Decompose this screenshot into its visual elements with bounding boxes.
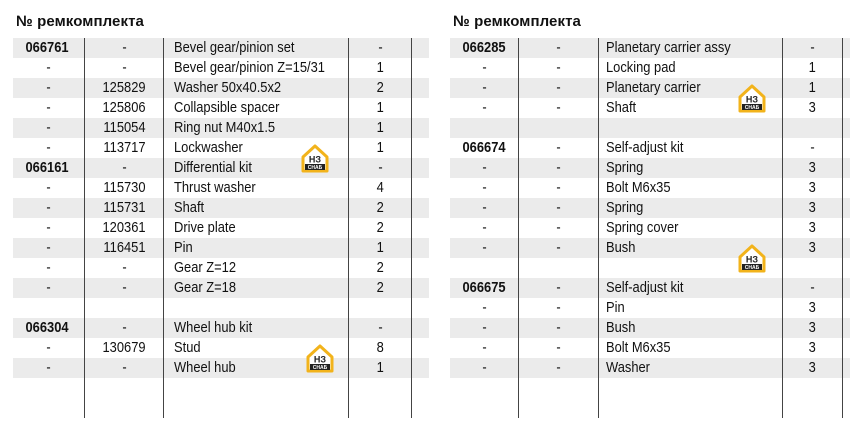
quantity-cell: 1 [808, 79, 816, 96]
quantity-cell: 1 [808, 59, 816, 76]
svg-text:НЗ: НЗ [313, 354, 327, 365]
parts-table [450, 38, 850, 398]
table-row [450, 358, 850, 378]
kit-number-cell [450, 378, 518, 398]
description-cell: Differential kit [174, 159, 252, 176]
kit-number-cell: - [46, 239, 51, 256]
house-logo-icon [305, 343, 335, 373]
table-row [450, 338, 850, 358]
description-cell [598, 118, 782, 138]
table-row [450, 78, 850, 98]
description-cell: Gear Z=12 [174, 259, 237, 276]
quantity-cell: 1 [376, 239, 385, 256]
part-number-cell: - [555, 99, 561, 116]
part-number-cell: 130679 [102, 339, 146, 356]
kit-number-cell: - [481, 319, 487, 336]
part-number-cell [518, 258, 598, 278]
part-number-cell: 116451 [102, 239, 146, 256]
svg-text:НЗ: НЗ [745, 254, 759, 265]
kit-number-cell: - [46, 279, 51, 296]
kit-number-cell: - [481, 219, 487, 236]
part-number-cell: - [555, 39, 561, 56]
part-number-cell: - [121, 159, 127, 176]
table-row [450, 178, 850, 198]
kit-number-cell: - [46, 199, 51, 216]
part-number-cell: - [555, 59, 561, 76]
table-row [450, 198, 850, 218]
kit-number-cell: - [481, 199, 487, 216]
description-cell: Bolt M6x35 [606, 339, 671, 356]
kit-number-cell: - [481, 359, 487, 376]
quantity-cell: - [809, 139, 815, 156]
quantity-cell [349, 298, 412, 318]
description-cell: Spring [606, 159, 644, 176]
quantity-cell: 2 [376, 279, 385, 296]
kit-number-cell: - [46, 259, 51, 276]
table-row [450, 138, 850, 158]
quantity-cell: 2 [376, 259, 385, 276]
part-number-cell: - [555, 239, 561, 256]
part-number-cell: 125829 [102, 79, 146, 96]
table-row [13, 258, 429, 278]
quantity-cell: 2 [376, 199, 385, 216]
description-cell [598, 378, 782, 398]
part-number-cell: - [555, 339, 561, 356]
kit-number-cell: - [481, 59, 487, 76]
part-number-cell: - [121, 39, 127, 56]
svg-text:СНАБ: СНАБ [312, 365, 328, 371]
quantity-cell: 3 [808, 219, 816, 236]
table-row [450, 38, 850, 58]
quantity-cell: 3 [808, 299, 816, 316]
part-number-cell: - [555, 79, 561, 96]
kit-number-cell [450, 118, 518, 138]
kit-number-cell: - [481, 299, 487, 316]
part-number-cell: - [555, 179, 561, 196]
quantity-cell: 1 [376, 119, 385, 136]
part-number-cell: - [555, 359, 561, 376]
quantity-cell: 2 [376, 79, 385, 96]
description-cell: Stud [174, 339, 201, 356]
kit-number-cell: - [46, 359, 51, 376]
kit-number-cell [450, 258, 518, 278]
kit-number-cell: - [481, 239, 487, 256]
table-row [13, 118, 429, 138]
part-number-cell [518, 378, 598, 398]
part-number-cell: - [121, 279, 127, 296]
part-number-cell: - [555, 139, 561, 156]
kit-number-cell [13, 378, 84, 398]
description-cell: Wheel hub [174, 359, 236, 376]
table-row [450, 298, 850, 318]
description-cell: Self-adjust kit [606, 279, 684, 296]
part-number-cell: - [555, 279, 561, 296]
part-number-cell: 115054 [102, 119, 146, 136]
description-cell: Spring [606, 199, 644, 216]
quantity-cell: - [809, 39, 815, 56]
part-number-cell: 125806 [102, 99, 146, 116]
column-divider [163, 38, 164, 418]
description-cell: Shaft [606, 99, 637, 116]
part-number-cell [84, 378, 164, 398]
house-logo-icon [300, 143, 330, 173]
table-row [450, 318, 850, 338]
svg-text:СНАБ: СНАБ [307, 165, 323, 171]
column-divider [598, 38, 599, 418]
panel-title: № ремкомплекта [16, 13, 144, 30]
table-row [13, 158, 429, 178]
description-cell: Drive plate [174, 219, 236, 236]
description-cell [164, 298, 349, 318]
table-row [450, 238, 850, 258]
part-number-cell: - [555, 219, 561, 236]
table-row [13, 278, 429, 298]
description-cell: Collapsible spacer [174, 99, 280, 116]
quantity-cell: 3 [808, 359, 816, 376]
table-row [13, 198, 429, 218]
description-cell: Gear Z=18 [174, 279, 237, 296]
table-row [13, 318, 429, 338]
column-divider [782, 38, 783, 418]
kit-number-cell: 066761 [25, 39, 69, 56]
table-row [450, 58, 850, 78]
quantity-cell: - [378, 319, 383, 336]
kit-number-cell: - [481, 99, 487, 116]
svg-text:НЗ: НЗ [745, 94, 759, 105]
part-number-cell: - [555, 319, 561, 336]
description-cell: Wheel hub kit [174, 319, 253, 336]
table-row [13, 218, 429, 238]
description-cell: Bush [606, 239, 636, 256]
kit-number-cell: - [46, 59, 51, 76]
part-number-cell: - [121, 259, 127, 276]
description-cell: Bevel gear/pinion Z=15/31 [174, 59, 325, 76]
kit-number-cell: - [46, 99, 51, 116]
kit-number-cell: - [46, 79, 51, 96]
quantity-cell: 3 [808, 199, 816, 216]
part-number-cell: - [121, 59, 127, 76]
quantity-cell: 3 [808, 159, 816, 176]
kit-number-cell: - [46, 139, 51, 156]
table-row [13, 378, 429, 398]
description-cell: Pin [174, 239, 193, 256]
quantity-cell: 8 [376, 339, 385, 356]
quantity-cell: 2 [376, 219, 385, 236]
table-row [13, 358, 429, 378]
table-row [13, 58, 429, 78]
part-number-cell [84, 298, 164, 318]
quantity-cell [349, 378, 412, 398]
description-cell: Bevel gear/pinion set [174, 39, 295, 56]
part-number-cell: 113717 [102, 139, 146, 156]
quantity-cell [782, 258, 842, 278]
description-cell: Bolt M6x35 [606, 179, 671, 196]
kit-number-cell: 066304 [25, 319, 69, 336]
kit-number-cell: - [481, 179, 487, 196]
kit-number-cell: - [46, 339, 51, 356]
svg-text:НЗ: НЗ [308, 154, 322, 165]
quantity-cell: 3 [808, 99, 816, 116]
kit-number-cell: - [481, 159, 487, 176]
description-cell: Locking pad [606, 59, 676, 76]
part-number-cell [518, 118, 598, 138]
description-cell: Thrust washer [174, 179, 256, 196]
table-row [450, 118, 850, 138]
quantity-cell: 3 [808, 339, 816, 356]
part-number-cell: - [121, 319, 127, 336]
house-logo-icon [737, 243, 767, 273]
quantity-cell [782, 378, 842, 398]
kit-number-cell [13, 298, 84, 318]
quantity-cell: 3 [808, 239, 816, 256]
kit-number-cell: - [481, 339, 487, 356]
column-divider [518, 38, 519, 418]
quantity-cell: 1 [376, 99, 385, 116]
quantity-cell: - [378, 39, 383, 56]
kit-number-cell: 066674 [462, 139, 506, 156]
kit-number-cell: - [46, 219, 51, 236]
table-row [13, 298, 429, 318]
description-cell: Planetary carrier assy [606, 39, 731, 56]
kit-number-cell: - [46, 119, 51, 136]
description-cell: Lockwasher [174, 139, 243, 156]
description-cell: Pin [606, 299, 625, 316]
description-cell: Washer [606, 359, 650, 376]
column-divider [84, 38, 85, 418]
column-divider [411, 38, 412, 418]
kit-number-cell: 066675 [462, 279, 506, 296]
panel-title: № ремкомплекта [453, 13, 581, 30]
part-number-cell: - [121, 359, 127, 376]
kit-number-cell: - [46, 179, 51, 196]
quantity-cell: 3 [808, 179, 816, 196]
part-number-cell: - [555, 199, 561, 216]
part-number-cell: 115731 [102, 199, 146, 216]
quantity-cell: 3 [808, 319, 816, 336]
table-row [450, 98, 850, 118]
quantity-cell: - [378, 159, 383, 176]
table-row [13, 78, 429, 98]
column-divider [842, 38, 843, 418]
description-cell: Shaft [174, 199, 205, 216]
description-cell: Self-adjust kit [606, 139, 684, 156]
table-row [450, 378, 850, 398]
table-row [13, 38, 429, 58]
kit-number-cell: 066285 [462, 39, 506, 56]
table-row [13, 338, 429, 358]
svg-text:СНАБ: СНАБ [744, 105, 760, 111]
table-row [450, 258, 850, 278]
kit-number-cell: 066161 [25, 159, 69, 176]
table-row [13, 238, 429, 258]
description-cell: Spring cover [606, 219, 679, 236]
description-cell [164, 378, 349, 398]
parts-table [13, 38, 429, 398]
description-cell: Washer 50x40.5x2 [174, 79, 282, 96]
table-row [13, 138, 429, 158]
quantity-cell: 1 [376, 59, 385, 76]
quantity-cell: 1 [376, 139, 385, 156]
table-row [450, 158, 850, 178]
kit-number-cell: - [481, 79, 487, 96]
description-cell: Ring nut M40x1.5 [174, 119, 276, 136]
house-logo-icon [737, 83, 767, 113]
quantity-cell: 1 [376, 359, 385, 376]
column-divider [348, 38, 349, 418]
table-row [450, 278, 850, 298]
table-row [450, 218, 850, 238]
quantity-cell [782, 118, 842, 138]
quantity-cell: 4 [376, 179, 385, 196]
part-number-cell: 120361 [102, 219, 146, 236]
part-number-cell: - [555, 299, 561, 316]
svg-text:СНАБ: СНАБ [744, 265, 760, 271]
table-row [13, 178, 429, 198]
part-number-cell: 115730 [102, 179, 146, 196]
description-cell: Planetary carrier [606, 79, 701, 96]
table-row [13, 98, 429, 118]
part-number-cell: - [555, 159, 561, 176]
description-cell: Bush [606, 319, 636, 336]
quantity-cell: - [809, 279, 815, 296]
